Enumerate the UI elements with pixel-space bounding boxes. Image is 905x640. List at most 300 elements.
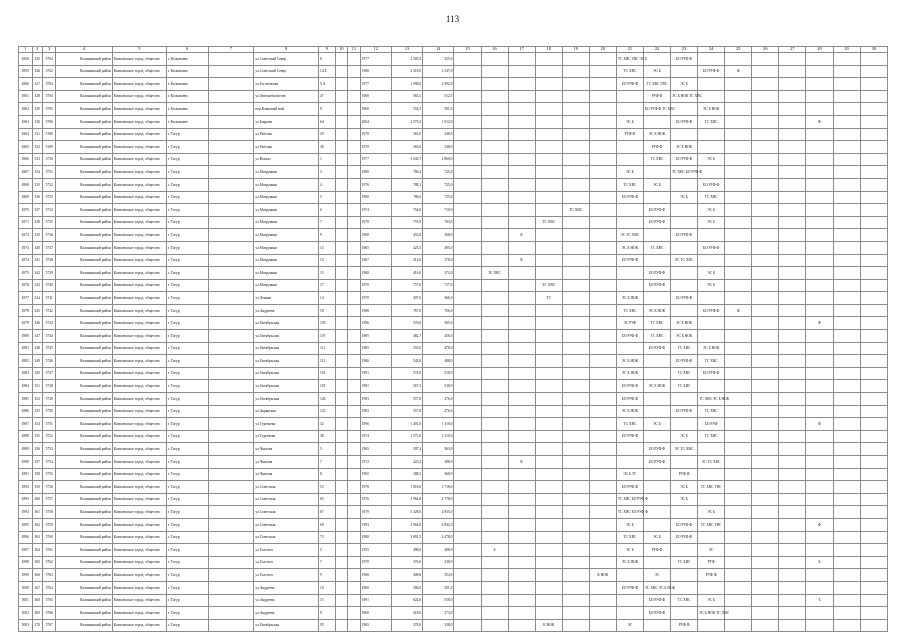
table-cell: 4985 [19, 393, 33, 406]
table-cell: Комплексное город. общество [112, 178, 166, 191]
table-cell [806, 367, 833, 380]
table-cell [752, 367, 779, 380]
table-cell: Калининский район [56, 393, 112, 406]
table-cell [508, 53, 535, 66]
table-cell [589, 267, 616, 280]
table-cell [508, 443, 535, 456]
table-cell: 14 Б [319, 65, 336, 78]
table-cell [752, 317, 779, 330]
table-cell [535, 53, 562, 66]
table-cell: 1991 [360, 367, 391, 380]
table-cell [335, 443, 348, 456]
table-row [19, 153, 888, 166]
table-cell [335, 241, 348, 254]
table-cell [535, 581, 562, 594]
table-cell: Калининский район [56, 178, 112, 191]
table-cell [643, 355, 670, 368]
table-cell: 1968 [360, 267, 391, 280]
table-cell: ул.Андреева [254, 304, 319, 317]
table-cell: ЭС [616, 619, 643, 632]
table-cell: 1970 [360, 279, 391, 292]
table-cell: 5760 [42, 531, 56, 544]
table-cell [616, 216, 643, 229]
table-cell [454, 393, 481, 406]
table-cell: 356 [32, 443, 42, 456]
column-number-header: 11 [348, 47, 361, 53]
table-cell: 5741 [42, 292, 56, 305]
table-cell [860, 506, 887, 519]
table-cell [454, 518, 481, 531]
table-row [19, 393, 888, 406]
table-cell [335, 229, 348, 242]
table-cell [481, 166, 508, 179]
table-cell: Комплексное город. общество [112, 493, 166, 506]
table-cell [752, 292, 779, 305]
table-cell: 4991 [19, 468, 33, 481]
table-cell [725, 430, 752, 443]
table-cell: Калининский район [56, 141, 112, 154]
table-cell: ул.Матрунина [254, 166, 319, 179]
table-cell [454, 103, 481, 116]
table-cell: 456,0 [423, 330, 454, 343]
table-cell: ТС ХВС [698, 191, 725, 204]
table-cell [508, 141, 535, 154]
table-cell [725, 493, 752, 506]
table-cell [454, 241, 481, 254]
table-cell [208, 481, 254, 494]
table-cell [454, 481, 481, 494]
table-cell: 4979 [19, 317, 33, 330]
table-cell [752, 493, 779, 506]
table-cell [860, 78, 887, 91]
table-cell [481, 330, 508, 343]
table-cell [348, 619, 361, 632]
table-cell: ЭС Б [643, 178, 670, 191]
table-cell [348, 468, 361, 481]
table-cell [860, 481, 887, 494]
table-cell: 3 964,0 [391, 518, 422, 531]
table-cell: 478,0 [423, 342, 454, 355]
table-cell [643, 166, 670, 179]
table-cell [725, 569, 752, 582]
table-cell [562, 581, 589, 594]
table-cell: Калининский район [56, 506, 112, 519]
table-cell: 363,0 [391, 141, 422, 154]
table-cell [454, 468, 481, 481]
table-cell: ул.Толстого [254, 556, 319, 569]
table-cell [779, 342, 806, 355]
table-cell: 5751 [42, 418, 56, 431]
table-cell: 1980 [360, 531, 391, 544]
table-cell: 363,0 [423, 443, 454, 456]
table-cell [335, 594, 348, 607]
table-cell [833, 468, 860, 481]
column-number-header: 1 [19, 47, 33, 53]
table-cell: 347 [32, 330, 42, 343]
table-cell: 5743 [42, 317, 56, 330]
table-cell: 1977 [360, 53, 391, 66]
table-cell: 370 [32, 619, 42, 632]
table-cell [208, 128, 254, 141]
table-cell [806, 355, 833, 368]
table-cell: ул.Толстого [254, 569, 319, 582]
table-cell: 703,0 [423, 216, 454, 229]
table-cell [589, 330, 616, 343]
table-cell: Калининский район [56, 518, 112, 531]
table-cell [698, 468, 725, 481]
table-cell [335, 65, 348, 78]
table-cell [752, 191, 779, 204]
table-cell [208, 380, 254, 393]
table-cell: г. Тогур [166, 619, 208, 632]
table-cell: Комплексное город. общество [112, 267, 166, 280]
table-cell: 125 [319, 405, 336, 418]
table-cell: 1965 [360, 241, 391, 254]
table-cell: 5752 [42, 430, 56, 443]
table-cell: 4969 [19, 191, 33, 204]
table-cell: 5764 [42, 581, 56, 594]
table-cell [833, 304, 860, 317]
table-cell [535, 468, 562, 481]
table-cell: Калининский район [56, 279, 112, 292]
table-cell: Комплексное город. общество [112, 254, 166, 267]
table-cell [589, 493, 616, 506]
table-cell: 624,0 [391, 594, 422, 607]
table-cell: 5753 [42, 443, 56, 456]
table-cell: ул.Матрунина [254, 241, 319, 254]
table-cell [535, 443, 562, 456]
table-cell: г. Тогур [166, 279, 208, 292]
table-cell: 407,0 [391, 292, 422, 305]
table-cell [833, 65, 860, 78]
table-cell [508, 418, 535, 431]
table-cell [589, 581, 616, 594]
table-cell: 5759 [42, 518, 56, 531]
table-cell: ул.Андреева [254, 594, 319, 607]
table-cell [833, 481, 860, 494]
table-row [19, 53, 888, 66]
column-number-header: 29 [833, 47, 860, 53]
table-cell [535, 115, 562, 128]
table-cell: ЭС Б НОК [643, 380, 670, 393]
table-cell [806, 430, 833, 443]
table-cell [348, 418, 361, 431]
table-cell: 4972 [19, 229, 33, 242]
table-cell: 2 860,0 [423, 153, 454, 166]
table-cell: ул.Андреева [254, 581, 319, 594]
table-cell [779, 279, 806, 292]
table-cell [806, 292, 833, 305]
table-row [19, 607, 888, 620]
table-cell [508, 342, 535, 355]
table-cell [562, 342, 589, 355]
table-cell [348, 405, 361, 418]
table-cell: Комплексное город. общество [112, 456, 166, 469]
table-cell: 368,0 [423, 468, 454, 481]
table-cell: 725,0 [423, 191, 454, 204]
table-cell [335, 544, 348, 557]
table-cell: 4963 [19, 115, 33, 128]
table-cell [481, 153, 508, 166]
table-cell [335, 128, 348, 141]
table-cell [752, 115, 779, 128]
table-cell [806, 128, 833, 141]
table-cell: г. Тогур [166, 430, 208, 443]
table-cell: 332 [32, 141, 42, 154]
table-cell: 4967 [19, 166, 33, 179]
table-cell [348, 556, 361, 569]
table-cell [779, 103, 806, 116]
table-cell [725, 229, 752, 242]
table-cell: 376,0 [391, 556, 422, 569]
table-cell [562, 216, 589, 229]
table-cell [698, 292, 725, 305]
table-cell [562, 229, 589, 242]
table-cell [752, 103, 779, 116]
table-cell: г. Тогур [166, 229, 208, 242]
table-cell [860, 569, 887, 582]
table-row [19, 317, 888, 330]
table-cell [562, 405, 589, 418]
table-cell: Комплексное город. общество [112, 355, 166, 368]
table-cell [454, 380, 481, 393]
table-cell: 423,5 [391, 241, 422, 254]
table-cell [860, 342, 887, 355]
table-cell: Комплексное город. общество [112, 166, 166, 179]
table-cell: ТС ХВС БО РУФ Ф [616, 506, 643, 519]
table-cell [643, 229, 670, 242]
table-cell [806, 330, 833, 343]
table-cell [562, 191, 589, 204]
table-cell: 5738 [42, 254, 56, 267]
table-cell: ЭС Б [671, 191, 698, 204]
table-row [19, 279, 888, 292]
table-cell: Комплексное город. общество [112, 607, 166, 620]
table-cell: г. Тогур [166, 581, 208, 594]
table-cell [335, 556, 348, 569]
table-cell [562, 115, 589, 128]
table-cell [589, 65, 616, 78]
table-cell: г. Тогур [166, 178, 208, 191]
table-cell [535, 166, 562, 179]
table-cell: 4990 [19, 456, 33, 469]
table-cell [725, 103, 752, 116]
table-cell [752, 279, 779, 292]
table-cell [806, 229, 833, 242]
table-cell [535, 267, 562, 280]
table-cell [481, 191, 508, 204]
table-cell [481, 204, 508, 217]
table-cell [535, 78, 562, 91]
table-cell [643, 53, 670, 66]
table-cell [725, 53, 752, 66]
table-cell [779, 594, 806, 607]
table-cell: ЭС Б [616, 544, 643, 557]
table-cell [589, 468, 616, 481]
table-cell [562, 619, 589, 632]
table-cell: Калининский район [56, 569, 112, 582]
table-cell: 1988 [360, 304, 391, 317]
table-cell: 107 [319, 330, 336, 343]
table-cell: РУФ Ф [671, 468, 698, 481]
table-row [19, 292, 888, 305]
table-cell: 563,5 [391, 90, 422, 103]
table-cell [348, 178, 361, 191]
column-number-header: 2 [32, 47, 42, 53]
table-cell: 18 [319, 304, 336, 317]
table-cell [535, 506, 562, 519]
table-cell [779, 556, 806, 569]
table-cell: 418,0 [391, 607, 422, 620]
table-cell: 5758 [42, 506, 56, 519]
table-cell: ТС ХВС [698, 115, 725, 128]
table-cell: г. Тогур [166, 330, 208, 343]
table-cell: пер.Кленовый май [254, 103, 319, 116]
table-cell [562, 53, 589, 66]
table-cell [481, 241, 508, 254]
column-number-header: 5 [112, 47, 166, 53]
table-cell: 366,0 [423, 292, 454, 305]
table-cell: 15 [319, 267, 336, 280]
table-cell [779, 430, 806, 443]
table-cell: 5739 [42, 267, 56, 280]
table-cell: г. Тогур [166, 506, 208, 519]
table-cell [860, 191, 887, 204]
table-cell [806, 443, 833, 456]
table-cell [481, 317, 508, 330]
table-row [19, 418, 888, 431]
table-cell: ТС [535, 292, 562, 305]
table-cell [208, 544, 254, 557]
table-cell: 358 [32, 468, 42, 481]
table-cell [335, 279, 348, 292]
table-row [19, 330, 888, 343]
table-cell [860, 241, 887, 254]
table-cell [643, 518, 670, 531]
table-cell [208, 241, 254, 254]
table-cell [779, 78, 806, 91]
table-cell: 5 [319, 191, 336, 204]
table-cell [481, 569, 508, 582]
table-cell [454, 607, 481, 620]
table-cell [348, 216, 361, 229]
table-cell [508, 581, 535, 594]
table-cell [535, 304, 562, 317]
table-cell: 357 [32, 456, 42, 469]
table-cell [348, 53, 361, 66]
table-cell: БО РУФ Ф [671, 355, 698, 368]
table-cell [562, 393, 589, 406]
table-cell: Комплексное город. общество [112, 418, 166, 431]
table-cell: ТС ХВС ГВС [643, 78, 670, 91]
table-cell [208, 103, 254, 116]
table-cell [752, 556, 779, 569]
table-cell [508, 493, 535, 506]
table-cell [562, 78, 589, 91]
table-cell: 328 [32, 90, 42, 103]
table-cell: Комплексное город. общество [112, 128, 166, 141]
table-cell [752, 128, 779, 141]
column-number-header: 16 [481, 47, 508, 53]
table-row [19, 569, 888, 582]
table-cell: 408,8 [391, 569, 422, 582]
table-cell: 1 373,0 [391, 430, 422, 443]
table-cell [535, 153, 562, 166]
table-cell: 348,0 [423, 128, 454, 141]
table-cell [779, 65, 806, 78]
table-cell: 5763 [42, 569, 56, 582]
table-cell [508, 90, 535, 103]
table-cell [535, 367, 562, 380]
table-cell: 32 [319, 418, 336, 431]
table-cell: 725,0 [423, 166, 454, 179]
table-cell [348, 594, 361, 607]
table-cell: БО РУФ Ф [643, 342, 670, 355]
table-cell: БО РУФ Ф [698, 241, 725, 254]
table-cell: 368 [32, 594, 42, 607]
table-cell: 113 [319, 355, 336, 368]
table-cell [779, 569, 806, 582]
column-number-header: 25 [725, 47, 752, 53]
table-cell [481, 229, 508, 242]
table-cell [779, 481, 806, 494]
table-cell [589, 166, 616, 179]
table-cell [698, 380, 725, 393]
table-cell: Калининский район [56, 153, 112, 166]
table-cell: ЭС Б НОК [616, 292, 643, 305]
table-cell [348, 292, 361, 305]
table-cell [348, 78, 361, 91]
table-cell: 1965 [360, 619, 391, 632]
table-cell [833, 178, 860, 191]
table-row [19, 594, 888, 607]
table-cell [616, 153, 643, 166]
table-cell: 488,0 [423, 355, 454, 368]
table-cell [535, 204, 562, 217]
table-cell [752, 241, 779, 254]
table-row [19, 443, 888, 456]
table-cell: ЭС Б ТС [616, 468, 643, 481]
table-cell [752, 544, 779, 557]
table-cell: Калининский район [56, 544, 112, 557]
table-cell [860, 141, 887, 154]
table-cell [698, 330, 725, 343]
table-cell [643, 405, 670, 418]
table-cell: Ф [806, 115, 833, 128]
table-cell: 1985 [360, 330, 391, 343]
table-cell [806, 191, 833, 204]
table-cell [616, 279, 643, 292]
table-cell [481, 279, 508, 292]
table-cell: 338,0 [423, 556, 454, 569]
table-cell [535, 191, 562, 204]
table-cell: ул.Октябрьская [254, 367, 319, 380]
table-cell [698, 53, 725, 66]
table-cell: ул.Гоголевская [254, 78, 319, 91]
table-cell: 1970 [360, 556, 391, 569]
table-cell [833, 141, 860, 154]
table-cell [752, 267, 779, 280]
table-cell [348, 607, 361, 620]
table-cell [481, 90, 508, 103]
table-cell [860, 90, 887, 103]
table-cell [779, 355, 806, 368]
table-cell: 349 [32, 355, 42, 368]
table-cell [779, 493, 806, 506]
table-cell: ул.Ленина [254, 292, 319, 305]
table-cell: 557,8 [391, 405, 422, 418]
table-cell [806, 405, 833, 418]
